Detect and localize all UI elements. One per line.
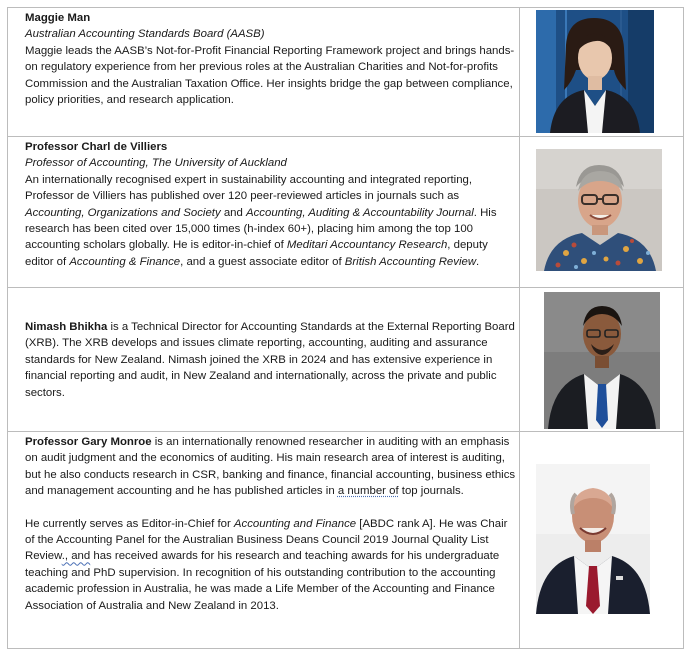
journal-title: British Accounting Review	[344, 255, 477, 268]
journal-title: Accounting & Finance	[69, 255, 181, 268]
speaker-bios-table	[7, 7, 684, 649]
speaker-affiliation: Professor of Accounting, The University of Auckland	[25, 157, 287, 170]
bio-text: is a Technical Director for Accounting Standards at the External Reporting Board (XRB). The XRB develops and issues climate reporting, accounting, auditing and assurance standards for New Zealand. Nimash joined the XRB in 2024 and has extensive experience in financial reporting and audit, in New Zealand and internationally, across the private and public sectors.	[25, 321, 515, 399]
photo-cell	[520, 137, 684, 288]
bio-row-nimash-bhikha	[8, 288, 684, 432]
speaker-bio	[25, 172, 516, 270]
bio-text: He currently serves as Editor-in-Chief for	[25, 517, 234, 530]
speaker-affiliation: Australian Accounting Standards Board (AASB)	[25, 28, 265, 41]
flagged-phrase: a number of	[337, 485, 399, 498]
journal-title: Accounting and Finance	[233, 517, 357, 530]
portrait-photo-charl-de-villiers	[536, 149, 662, 271]
bio-row-gary-monroe	[8, 432, 684, 649]
speaker-bio: Maggie leads the AASB’s Not-for-Profit Financial Reporting Framework project and brings hands-on regulatory experience from her previous roles at the Australian Charities and Not-for-profits Commission and the Australian Taxation Office. Her insights bridge the gap between compliance, policy priorities, and research application.	[25, 44, 515, 107]
bio-row-maggie-man	[8, 8, 684, 137]
speaker-bio	[25, 319, 516, 401]
portrait-photo-gary-monroe	[536, 464, 650, 614]
bio-text: , deputy editor of	[25, 239, 488, 268]
bio-text: , and a guest associate editor of	[180, 255, 345, 268]
bio-text-cell	[8, 432, 520, 649]
bio-text: [ABDC rank A]. He was Chair of the Accounting Panel for the Australian Business Deans Council 2019 Journal Quality List Review	[25, 517, 508, 563]
bio-text-cell	[8, 288, 520, 432]
bio-text-cell	[8, 8, 520, 137]
photo-cell	[520, 288, 684, 432]
bio-text: top journals.	[398, 485, 464, 498]
journal-title: Accounting, Organizations and Society	[25, 206, 221, 219]
bio-text: An internationally recognised expert in sustainability accounting and integrated reporting, Professor de Villiers has published over 120 peer-reviewed articles in journals such as	[25, 173, 473, 203]
bio-row-charl-de-villiers	[8, 137, 684, 288]
flagged-phrase: ., and	[61, 550, 91, 563]
bio-text: has received awards for his research and teaching awards for his undergraduate teaching and PhD supervision. In recognition of his outstanding contribution to the accounting academic profession in Australia, he was made a Life Member of the Accounting and Finance Association of Australia and New Zealand in 2013.	[25, 550, 500, 612]
bio-text: is an internationally renowned researcher in auditing with an emphasis on audit judgment and the economics of auditing. His main research area of interest is auditing, but he also conducts research in CSR, banking and finance, financial accounting, business ethics and management accounting and he has published articles in	[25, 436, 516, 498]
photo-cell	[520, 432, 684, 649]
journal-title: Meditari Accountancy Research	[286, 239, 448, 252]
bio-text-cell	[8, 137, 520, 288]
bio-text: .	[476, 255, 480, 268]
speaker-name: Professor Charl de Villiers	[25, 141, 168, 153]
speaker-bio-paragraph-2	[25, 516, 516, 614]
portrait-photo-maggie-man	[536, 10, 654, 133]
speaker-name: Nimash Bhikha	[25, 321, 108, 333]
speaker-name: Maggie Man	[25, 12, 91, 24]
speaker-name: Professor Gary Monroe	[25, 436, 152, 448]
journal-title: Accounting, Auditing & Accountability Journal	[246, 206, 474, 219]
photo-cell	[520, 8, 684, 137]
bio-text: . His research has been cited over 15,000 times (h-index 60+), placing him among the top 100 accounting scholars globally. He is editor-in-chief of	[25, 206, 497, 252]
portrait-photo-nimash-bhikha	[544, 292, 660, 429]
speaker-bio-paragraph-1	[25, 434, 516, 500]
paragraph-gap	[25, 500, 516, 516]
bio-text: and	[220, 206, 246, 219]
